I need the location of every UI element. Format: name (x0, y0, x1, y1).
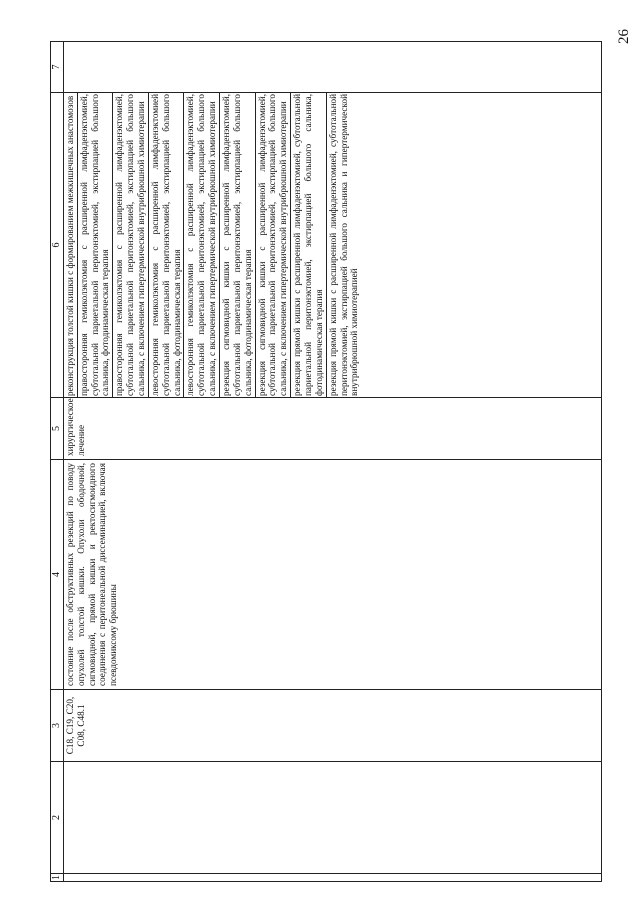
procedure-item: правосторонняя гемиколэктомия с расширенной лимфаденэктомией, субтотальной париетальной перитонэктомией, экстирпацией большого сальника, фотодинамическая терапия (78, 93, 114, 397)
treatment-type-cell: хирургическое лечение (63, 398, 601, 460)
page-number: 26 (616, 29, 632, 44)
cell-empty-2 (63, 762, 601, 874)
column-number: 6 (51, 93, 64, 398)
column-number-row (51, 42, 64, 882)
column-number: 5 (51, 398, 64, 460)
procedure-item: левосторонняя гемиколэктомия с расширенной лимфаденэктомией, субтотальной париетальной перитонэктомией, экстирпацией большого сальника, с включением гипертермической внутрибрюшной химиотерапии (184, 93, 220, 397)
column-number: 1 (51, 875, 62, 880)
procedure-item: левосторонняя гемиколэктомия с расширенной лимфаденэктомией субтотальной париетальной перитонэктомией, экстирпацией большого сальника, фотодинамическая терапия (149, 93, 185, 397)
procedure-item: правосторонняя гемиколэктомия с расширенной лимфаденэктомией, субтотальной париетальной перитонэктомией, экстирпацией большого сальника, с включением гипертермической внутрибрюшной химиотерапии (113, 93, 149, 397)
column-number: 2 (51, 762, 64, 874)
rotated-page (50, 42, 615, 882)
procedure-item: резекция прямой кишки с расширенной лимфаденэктомией, субтотальной париетальной перитонэктомией, экстирпацией большого сальника, фотодинамическая терапия (291, 93, 327, 397)
table-row (63, 42, 601, 882)
cell-empty-7 (63, 42, 601, 93)
icd-codes-cell: C18, C19, C20, C08, C48.1 (63, 690, 601, 762)
column-number: 7 (51, 42, 64, 93)
condition-cell: состояние после обструктивных резекций по поводу опухолей толстой кишки. Опухоли ободочной, сигмовидной, прямой кишки и ректосигмоидного соединения с перитонеальной диссеминацией, включая псевдомиксому брюшины (63, 460, 601, 690)
column-number: 4 (51, 460, 64, 690)
procedure-item: резекция сигмовидной кишки с расширенной лимфаденэктомией, субтотальной париетальной перитонэктомией, экстирпацией большого сальника, фотодинамическая терапия (220, 93, 256, 397)
procedure-item: резекция прямой кишки с расширенной лимфаденэктомией, субтотальной перитонэктомией, экстирпацией большого сальника и гипертермической внутрибрюшной химиотерапией (327, 94, 360, 396)
procedures-cell (63, 93, 601, 398)
procedures-table (50, 41, 602, 882)
cell-empty-1 (63, 874, 601, 882)
procedure-item: резекция сигмовидной кишки с расширенной лимфаденэктомией, субтотальной париетальной перитонэктомией, экстирпацией большого сальника, с включением гипертермической внутрибрюшной химиотерапии (256, 93, 292, 397)
column-number: 3 (51, 690, 64, 762)
procedure-item: реконструкция толстой кишки с формированием межкишечных анастомозов (64, 93, 78, 397)
